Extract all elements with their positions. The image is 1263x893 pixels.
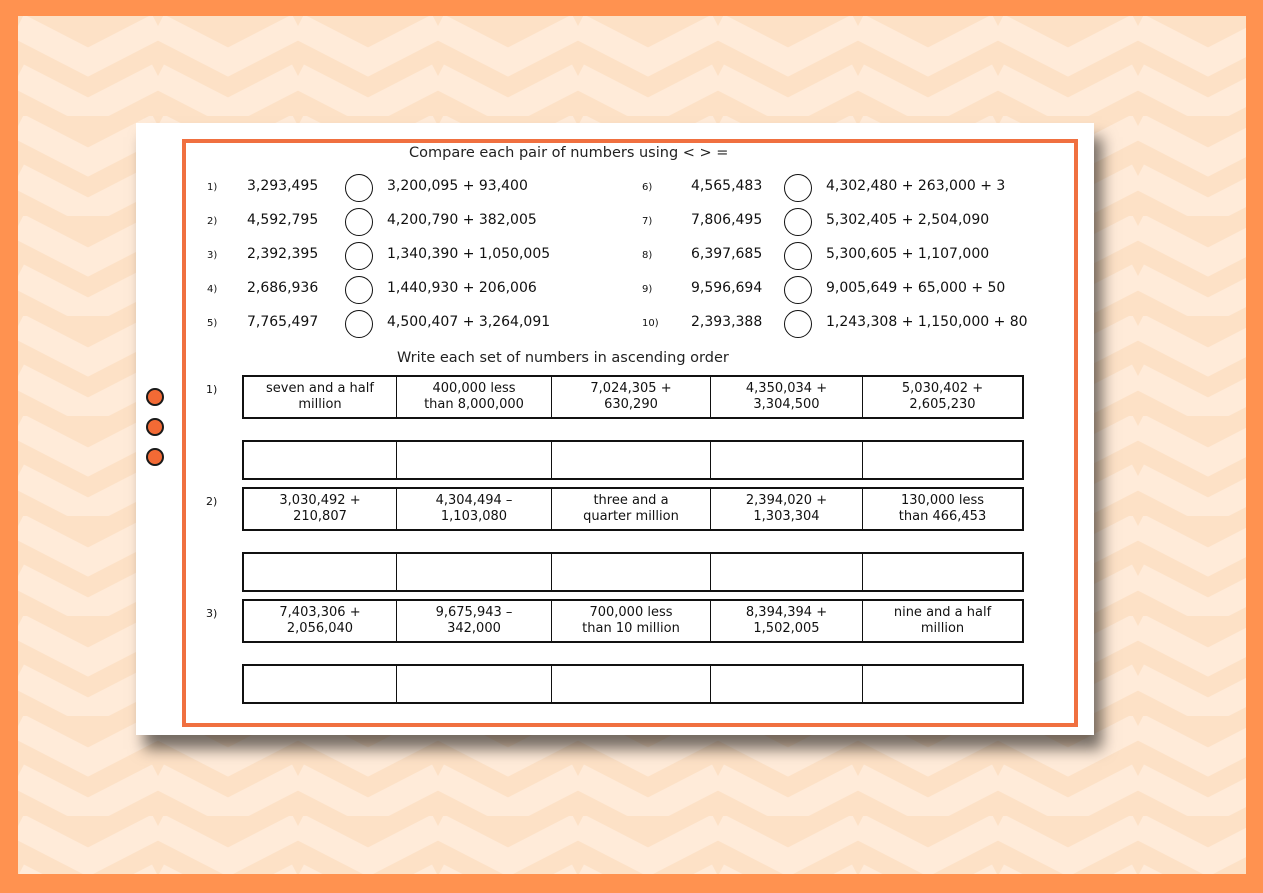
compare-value: 4,592,795 xyxy=(247,212,319,228)
number-cell: seven and a half million xyxy=(244,377,397,417)
answer-cell[interactable] xyxy=(552,442,711,478)
answer-cell[interactable] xyxy=(552,554,711,590)
answer-circle[interactable] xyxy=(345,208,373,236)
answer-cell[interactable] xyxy=(863,442,1022,478)
number-cell: 3,030,492 + 210,807 xyxy=(244,489,397,529)
number-set-table xyxy=(242,375,1024,419)
compare-value: 4,565,483 xyxy=(691,178,763,194)
compare-row xyxy=(207,314,587,338)
compare-row xyxy=(207,178,587,202)
compare-expression: 3,200,095 + 93,400 xyxy=(387,178,528,194)
compare-value: 3,293,495 xyxy=(247,178,319,194)
compare-row xyxy=(642,178,1062,202)
compare-value: 2,393,388 xyxy=(691,314,763,330)
binder-hole-icon xyxy=(146,448,164,466)
compare-number: 3) xyxy=(207,250,218,261)
compare-number: 2) xyxy=(207,216,218,227)
answer-cell[interactable] xyxy=(863,554,1022,590)
compare-expression: 5,302,405 + 2,504,090 xyxy=(826,212,990,228)
compare-number: 10) xyxy=(642,318,659,329)
number-cell: 700,000 less than 10 million xyxy=(552,601,711,641)
compare-number: 6) xyxy=(642,182,653,193)
number-cell: 7,403,306 + 2,056,040 xyxy=(244,601,397,641)
set-number: 1) xyxy=(206,383,218,396)
compare-expression: 4,200,790 + 382,005 xyxy=(387,212,537,228)
number-cell: three and a quarter million xyxy=(552,489,711,529)
compare-value: 7,806,495 xyxy=(691,212,763,228)
compare-row xyxy=(207,246,587,270)
binder-hole-icon xyxy=(146,418,164,436)
number-cell: 4,304,494 – 1,103,080 xyxy=(397,489,552,529)
answer-circle[interactable] xyxy=(345,310,373,338)
answer-cell[interactable] xyxy=(397,442,552,478)
compare-value: 2,686,936 xyxy=(247,280,319,296)
compare-value: 7,765,497 xyxy=(247,314,319,330)
answer-cell[interactable] xyxy=(863,666,1022,702)
answer-cell[interactable] xyxy=(711,442,863,478)
answer-row[interactable] xyxy=(242,664,1024,704)
answer-circle[interactable] xyxy=(784,174,812,202)
answer-cell[interactable] xyxy=(552,666,711,702)
answer-circle[interactable] xyxy=(784,276,812,304)
answer-cell[interactable] xyxy=(244,442,397,478)
number-set-table xyxy=(242,487,1024,531)
number-cell: 9,675,943 – 342,000 xyxy=(397,601,552,641)
number-cell: 130,000 less than 466,453 xyxy=(898,493,987,524)
compare-title: Compare each pair of numbers using < > = xyxy=(409,145,729,161)
compare-value: 9,596,694 xyxy=(691,280,763,296)
number-cell: nine and a half million xyxy=(893,605,992,636)
answer-circle[interactable] xyxy=(784,208,812,236)
answer-circle[interactable] xyxy=(345,242,373,270)
compare-row xyxy=(642,280,1062,304)
compare-row xyxy=(642,314,1062,338)
order-title: Write each set of numbers in ascending order xyxy=(397,350,729,366)
compare-value: 2,392,395 xyxy=(247,246,319,262)
compare-row xyxy=(642,246,1062,270)
compare-expression: 4,302,480 + 263,000 + 3 xyxy=(826,178,1006,194)
compare-row xyxy=(642,212,1062,236)
answer-circle[interactable] xyxy=(345,174,373,202)
set-number: 3) xyxy=(206,607,218,620)
answer-row[interactable] xyxy=(242,552,1024,592)
compare-expression: 1,243,308 + 1,150,000 + 80 xyxy=(826,314,1028,330)
answer-cell[interactable] xyxy=(397,666,552,702)
number-cell: 7,024,305 + 630,290 xyxy=(552,377,711,417)
number-cell: 5,030,402 + 2,605,230 xyxy=(901,381,984,412)
compare-number: 7) xyxy=(642,216,653,227)
compare-number: 1) xyxy=(207,182,218,193)
compare-number: 8) xyxy=(642,250,653,261)
set-number: 2) xyxy=(206,495,218,508)
answer-circle[interactable] xyxy=(784,242,812,270)
answer-cell[interactable] xyxy=(711,554,863,590)
number-cell: 2,394,020 + 1,303,304 xyxy=(711,489,863,529)
answer-circle[interactable] xyxy=(345,276,373,304)
compare-value: 6,397,685 xyxy=(691,246,763,262)
number-set-table xyxy=(242,599,1024,643)
number-cell: 400,000 less than 8,000,000 xyxy=(397,377,552,417)
answer-row[interactable] xyxy=(242,440,1024,480)
compare-expression: 5,300,605 + 1,107,000 xyxy=(826,246,990,262)
compare-number: 5) xyxy=(207,318,218,329)
compare-expression: 1,440,930 + 206,006 xyxy=(387,280,537,296)
compare-expression: 1,340,390 + 1,050,005 xyxy=(387,246,551,262)
binder-hole-icon xyxy=(146,388,164,406)
compare-number: 4) xyxy=(207,284,218,295)
answer-circle[interactable] xyxy=(784,310,812,338)
compare-number: 9) xyxy=(642,284,653,295)
answer-cell[interactable] xyxy=(711,666,863,702)
compare-row xyxy=(207,280,587,304)
compare-expression: 9,005,649 + 65,000 + 50 xyxy=(826,280,1006,296)
number-cell: 8,394,394 + 1,502,005 xyxy=(711,601,863,641)
answer-cell[interactable] xyxy=(397,554,552,590)
answer-cell[interactable] xyxy=(244,554,397,590)
answer-cell[interactable] xyxy=(244,666,397,702)
number-cell: 4,350,034 + 3,304,500 xyxy=(711,377,863,417)
compare-row xyxy=(207,212,587,236)
compare-expression: 4,500,407 + 3,264,091 xyxy=(387,314,551,330)
